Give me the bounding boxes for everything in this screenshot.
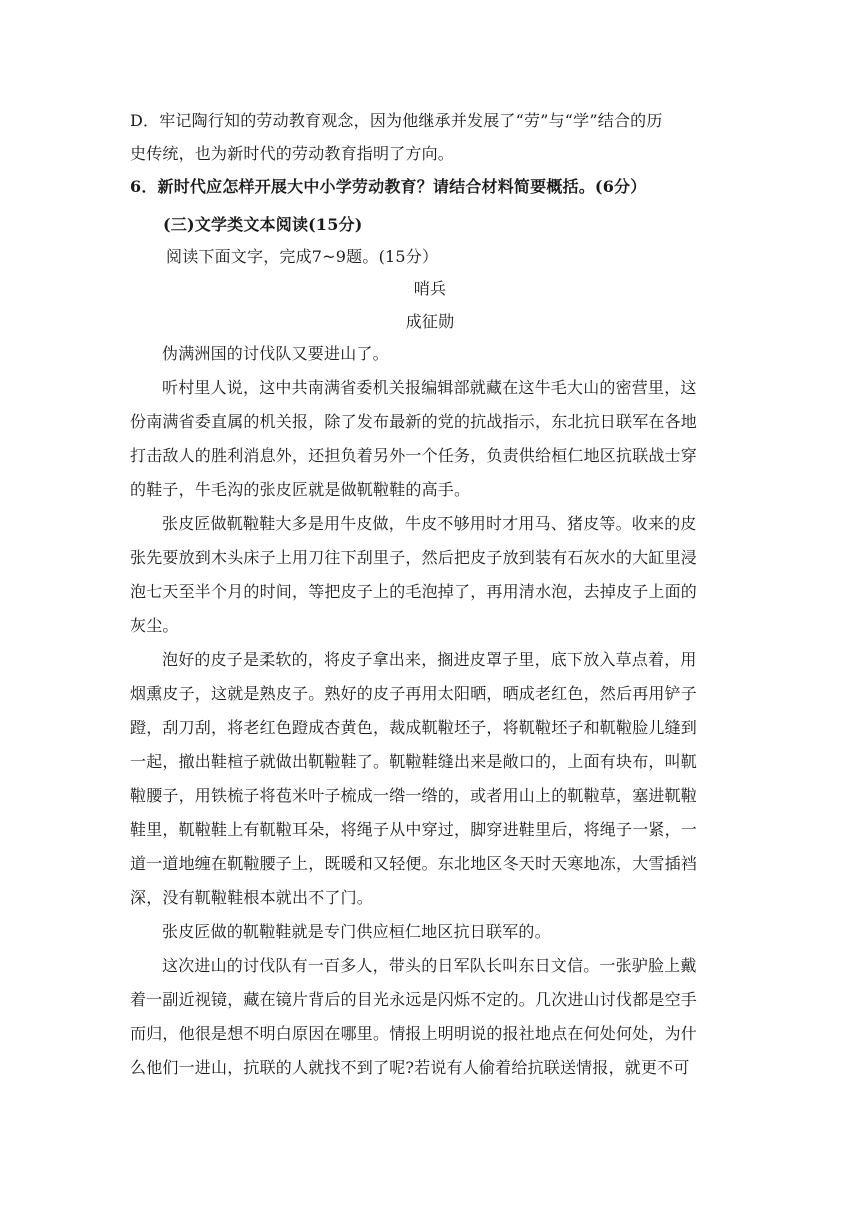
story-paragraph (130, 507, 730, 643)
story-line: 烟熏皮子，这就是熟皮子。熟好的皮子再用太阳晒，晒成老红色，然后再用铲子 (130, 684, 698, 703)
section-heading: (三)文学类文本阅读(15分) (163, 215, 363, 234)
option-d-line-2: 史传统，也为新时代的劳动教育指明了方向。 (130, 144, 455, 163)
option-d-line-1: D．牢记陶行知的劳动教育观念，因为他继承并发展了“劳”与“学”结合的历 (130, 111, 663, 130)
story-line: 伪满洲国的讨伐队又要进山了。 (162, 344, 389, 363)
story-line: 灰尘。 (130, 616, 179, 635)
story-line: 鞡腰子，用铁梳子将苞米叶子梳成一绺一绺的，或者用山上的靰鞡草，塞进靰鞡 (130, 786, 698, 805)
story-paragraph (130, 371, 730, 507)
story-paragraph (130, 643, 730, 915)
story-line: 张皮匠做的靰鞡鞋就是专门供应桓仁地区抗日联军的。 (162, 922, 551, 941)
story-line: 的鞋子，牛毛沟的张皮匠就是做靰鞡鞋的高手。 (130, 480, 471, 499)
story-line: 打击敌人的胜利消息外，还担负着另外一个任务，负责供给桓仁地区抗联战士穿 (130, 446, 698, 465)
story-line: 泡七天至半个月的时间，等把皮子上的毛泡掉了，再用清水泡，去掉皮子上面的 (130, 582, 698, 601)
story-line: 张先要放到木头床子上用刀往下刮里子，然后把皮子放到装有石灰水的大缸里浸 (130, 548, 698, 567)
page-content (130, 104, 730, 1085)
story-title: 哨兵 (413, 279, 447, 298)
story-body (130, 337, 730, 1085)
story-line: 深，没有靰鞡鞋根本就出不了门。 (130, 888, 374, 907)
story-line: 着一副近视镜，藏在镜片背后的目光永远是闪烁不定的。几次进山讨伐都是空手 (130, 990, 698, 1009)
story-author: 成征勋 (405, 312, 455, 331)
story-paragraph (130, 949, 730, 1085)
story-line: 一起，撤出鞋楦子就做出靰鞡鞋了。靰鞡鞋缝出来是敞口的，上面有块布，叫靰 (130, 752, 698, 771)
story-line: 听村里人说，这中共南满省委机关报编辑部就藏在这牛毛大山的密营里，这 (162, 378, 697, 397)
story-line: 泡好的皮子是柔软的，将皮子拿出来，搁进皮罩子里，底下放入草点着，用 (162, 650, 697, 669)
story-line: 张皮匠做靰鞡鞋大多是用牛皮做，牛皮不够用时才用马、猪皮等。收来的皮 (162, 514, 697, 533)
story-paragraph (130, 915, 730, 949)
story-line: 鞋里，靰鞡鞋上有靰鞡耳朵，将绳子从中穿过，脚穿进鞋里后，将绳子一紧，一 (130, 820, 698, 839)
reading-instruction: 阅读下面文字，完成7~9题。(15分） (166, 247, 439, 266)
story-line: 而归，他很是想不明白原因在哪里。情报上明明说的报社地点在何处何处，为什 (130, 1024, 698, 1043)
question-6: 6．新时代应怎样开展大中小学劳动教育？请结合材料简要概括。(6分） (130, 177, 647, 196)
story-line: 么他们一进山，抗联的人就找不到了呢?若说有人偷着给抗联送情报，就更不可 (130, 1058, 690, 1077)
story-paragraph (130, 337, 730, 371)
story-line: 份南满省委直属的机关报，除了发布最新的党的抗战指示，东北抗日联军在各地 (130, 412, 698, 431)
story-line: 这次进山的讨伐队有一百多人，带头的日军队长叫东日文信。一张驴脸上戴 (162, 956, 697, 975)
story-line: 蹬，刮刀刮，将老红色蹬成杏黄色，裁成靰鞡坯子，将靰鞡坯子和靰鞡脸儿缝到 (130, 718, 698, 737)
story-line: 道一道地缠在靰鞡腰子上，既暖和又轻便。东北地区冬天时天寒地冻，大雪插裆 (130, 854, 698, 873)
